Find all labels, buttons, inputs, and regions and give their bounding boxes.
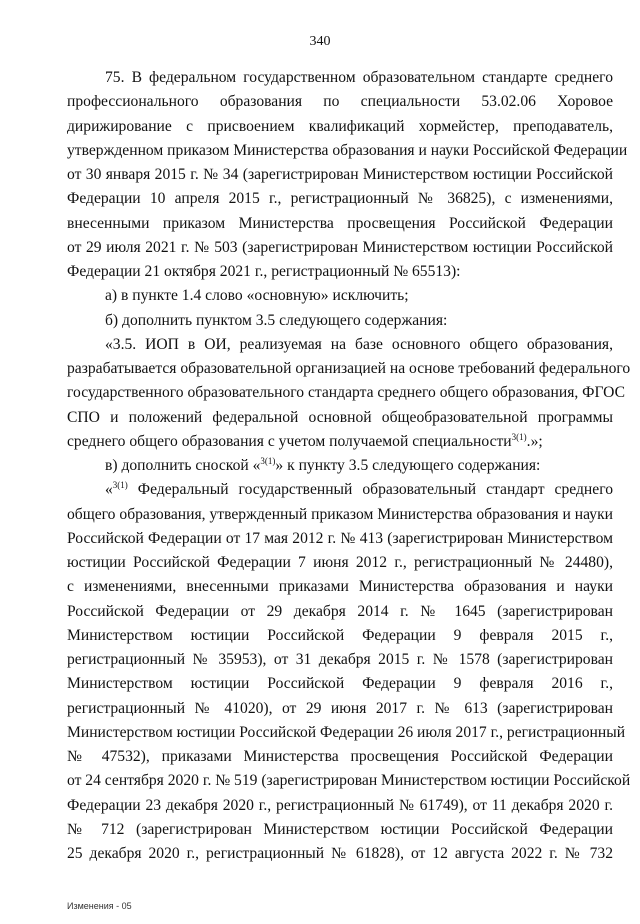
line-text: « [105,481,113,499]
line-text: от 24 сентября 2020 г. № 519 (зарегистрирован Министерством юстиции Российской [67,772,631,790]
line-text: Российской Федерации от 29 декабря 2014 г. № 1645 (зарегистрирован [67,602,613,620]
text-line [67,90,613,114]
text-line [67,357,631,381]
line-text: утвержденном приказом Министерства образования и науки Российской Федерации [67,141,628,159]
footnote-marker: 3(1) [511,431,527,442]
text-line [67,600,613,624]
line-text: Министерством юстиции Российской Федерации 9 февраля 2015 г., [67,626,613,644]
line-text: «3.5. ИОП в ОИ, реализуемая на базе основного общего образования, [105,335,613,353]
line-text: 25 декабря 2020 г., регистрационный № 61828), от 12 августа 2022 г. № 732 [67,845,613,862]
text-line [67,697,613,721]
line-text: б) дополнить пунктом 3.5 следующего содержания: [105,311,448,329]
text-line [67,575,613,599]
line-text: Федерации 10 апреля 2015 г., регистрационный № 36825), с изменениями, [67,190,613,208]
line-text: № 712 (зарегистрирован Министерством юстиции Российской Федерации [67,820,613,838]
line-text-continued: Федеральный государственный образовательный стандарт среднего [127,481,613,499]
text-line [67,769,631,793]
text-line [67,648,613,672]
text-line [67,187,613,211]
text-line [67,163,613,187]
line-text: в) дополнить сноской « [105,457,261,474]
text-line [67,794,613,818]
text-line [67,309,613,333]
line-text: Федерации 21 октября 2021 г., регистрационный № 65513): [67,263,461,280]
text-line [67,503,613,527]
line-text: юстиции Российской Федерации 7 июня 2012 г., регистрационный № 24480), [67,554,613,571]
text-line [67,66,613,90]
line-text: дирижирование с присвоением квалификаций хормейстер, преподаватель, [67,117,613,135]
line-text: среднего общего образования с учетом получаемой специальности [67,432,512,450]
line-text: СПО и положений федеральной основной общеобразовательной программы [67,408,613,426]
line-text: государственного образовательного стандарта среднего общего образования, ФГОС [67,384,625,402]
line-text: разрабатывается образовательной организацией на основе требований федерального [67,360,631,377]
footer-note: Изменения - 05 [67,901,132,911]
text-line [67,551,613,575]
text-line [67,721,626,745]
line-text: № 47532), приказами Министерства просвещения Российской Федерации [67,748,613,765]
footnote-marker: 3(1) [112,480,128,491]
text-line [67,236,613,260]
text-line [67,527,613,551]
text-line [67,333,613,357]
line-text: от 30 января 2015 г. № 34 (зарегистрирован Министерством юстиции Российской [67,166,613,183]
text-line [67,115,613,139]
document-body [67,66,631,866]
line-text: общего образования, утвержденный приказом Министерства образования и науки [67,505,613,523]
text-line [67,284,613,308]
text-line [67,818,613,842]
line-text-continued: .»; [526,432,543,450]
text-line [67,672,613,696]
line-text: внесенными приказом Министерства просвещения Российской Федерации [67,214,613,232]
line-text: с изменениями, внесенными приказами Министерства образования и науки [67,578,613,596]
text-line [67,212,613,236]
line-text: Министерством юстиции Российской Федерации 26 июля 2017 г., регистрационный [67,723,626,741]
text-line [67,624,613,648]
text-line [67,842,613,866]
line-text: регистрационный № 35953), от 31 декабря 2015 г. № 1578 (зарегистрирован [67,651,613,668]
text-line [67,454,613,478]
text-line [67,139,628,163]
line-text: от 29 июля 2021 г. № 503 (зарегистрирован Министерством юстиции Российской [67,238,613,256]
line-text: профессионального образования по специальности 53.02.06 Хоровое [67,93,613,111]
line-text: Федерации 23 декабря 2020 г., регистрационный № 61749), от 11 декабря 2020 г. [67,796,613,814]
line-text: 75. В федеральном государственном образовательном стандарте среднего [105,69,613,86]
text-line [67,745,613,769]
line-text: а) в пункте 1.4 слово «основную» исключить; [105,287,409,305]
line-text-continued: » к пункту 3.5 следующего содержания: [275,457,541,474]
line-text: регистрационный № 41020), от 29 июня 2017 г. № 613 (зарегистрирован [67,699,613,717]
text-line [67,260,613,284]
footnote-marker: 3(1) [260,456,276,466]
text-line [67,430,613,454]
line-text: Российской Федерации от 17 мая 2012 г. № 413 (зарегистрирован Министерством [67,529,613,547]
text-line [67,381,625,405]
line-text: Министерством юстиции Российской Федерации 9 февраля 2016 г., [67,675,613,693]
text-line [67,406,613,430]
text-line [67,478,613,502]
page-number: 340 [309,34,331,49]
